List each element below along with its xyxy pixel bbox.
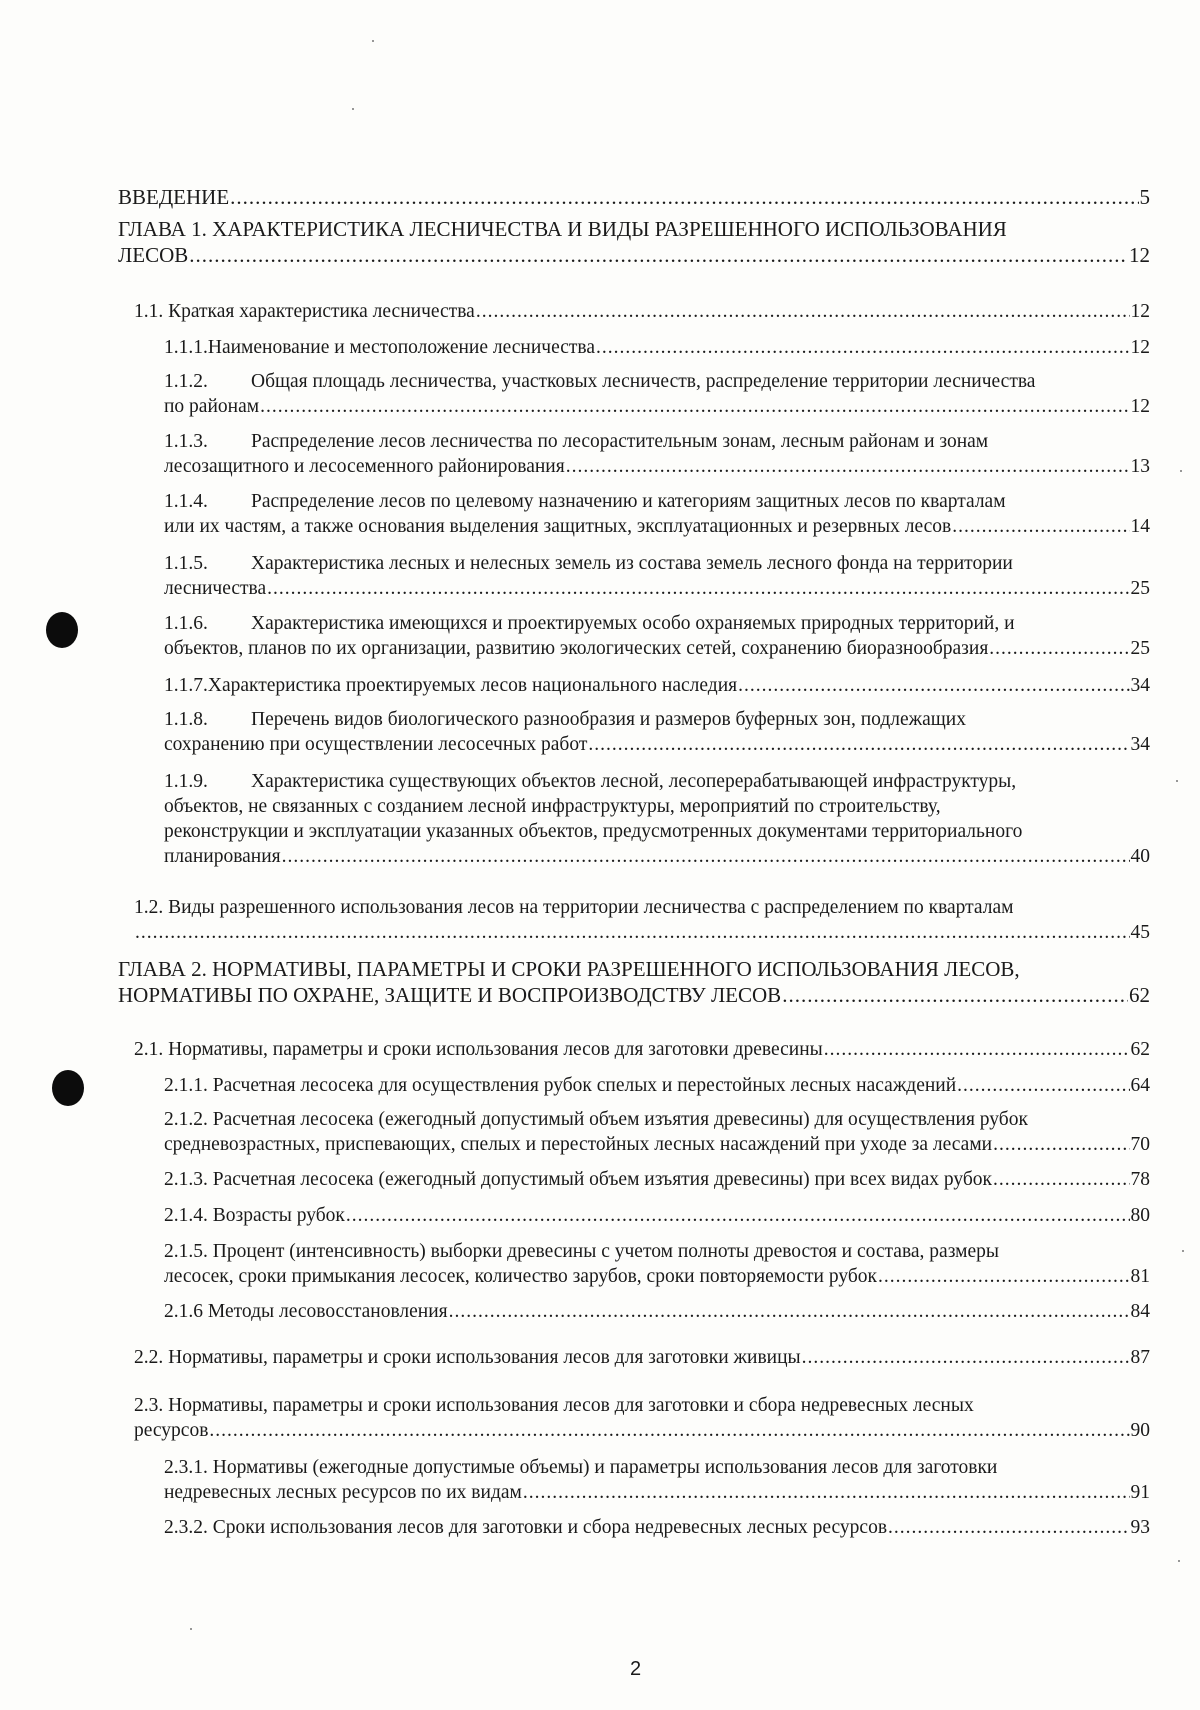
toc-entry-title: ВВЕДЕНИЕ: [118, 185, 230, 209]
toc-entry-line: [164, 1133, 1150, 1157]
toc-page-number: 34: [1130, 675, 1150, 696]
toc-page-number: 80: [1130, 1205, 1150, 1226]
toc-entry-line: [118, 184, 1150, 210]
toc-page-number: 90: [1130, 1420, 1150, 1441]
toc-entry-title: 1.1. Краткая характеристика лесничества: [134, 301, 475, 322]
toc-dot-leader: [888, 1516, 1129, 1540]
toc-dot-leader: [957, 1074, 1129, 1098]
toc-entry-title: Общая площадь лесничества, участковых лесничеств, распределение территории лесничества: [251, 371, 1036, 392]
toc-entry-line: [118, 982, 1150, 1008]
toc-entry-line: [164, 430, 1150, 454]
toc-entry-line: [164, 1265, 1150, 1289]
toc-entry-number: 1.1.2.: [164, 371, 208, 392]
toc-entry-title: НОРМАТИВЫ ПО ОХРАНЕ, ЗАЩИТЕ И ВОСПРОИЗВОДСТВУ ЛЕСОВ: [118, 983, 782, 1007]
toc-page-number: 70: [1130, 1134, 1150, 1155]
toc-entry-number: 1.1.7.: [164, 675, 208, 696]
toc-entry-title: 2.1.4. Возрасты рубок: [164, 1205, 345, 1226]
toc-entry-line: [164, 577, 1150, 601]
toc-entry-line: [164, 845, 1150, 869]
toc-entry-line: [164, 1168, 1150, 1192]
toc-entry-line: [164, 1204, 1150, 1228]
toc-entry-title: Характеристика проектируемых лесов национального наследия: [207, 675, 738, 696]
toc-entry-number: 1.1.4.: [164, 491, 208, 512]
toc-entry-line: [134, 1419, 1150, 1443]
toc-entry-line: [164, 370, 1150, 394]
toc-entry-title: 2.1.3. Расчетная лесосека (ежегодный допустимый объем изъятия древесины) при всех видах рубок: [164, 1169, 992, 1190]
toc-page-number: 13: [1130, 456, 1150, 477]
toc-page-number: 5: [1139, 185, 1150, 209]
toc-page-number: 12: [1129, 243, 1150, 267]
page-number: 2: [630, 1658, 642, 1680]
toc-entry-title: 2.1.1. Расчетная лесосека для осуществления рубок спелых и перестойных лесных насаждений: [164, 1075, 957, 1096]
toc-entry-line: [164, 552, 1150, 576]
toc-entry-line: [164, 820, 1150, 844]
toc-dot-leader: [260, 395, 1129, 419]
toc-entry-title: 2.3. Нормативы, параметры и сроки использования лесов для заготовки и сбора недревесных лесных: [134, 1395, 974, 1416]
toc-entry-title: или их частям, а также основания выделения защитных, эксплуатационных и резервных лесов: [164, 516, 952, 537]
toc-page-number: 78: [1130, 1169, 1150, 1190]
toc-dot-leader: [782, 982, 1128, 1008]
toc-entry-title: средневозрастных, приспевающих, спелых и перестойных лесных насаждений при уходе за лесами: [164, 1134, 993, 1155]
toc-entry-number: 1.1.9.: [164, 771, 208, 792]
toc-entry-line: [164, 1108, 1150, 1132]
toc-dot-leader: [189, 242, 1128, 268]
toc-entry-title: ресурсов: [134, 1420, 209, 1441]
toc-dot-leader: [824, 1038, 1130, 1062]
toc-entry-title: Характеристика лесных и нелесных земель из состава земель лесного фонда на территории: [251, 553, 1013, 574]
toc-dot-leader: [209, 1419, 1129, 1443]
toc-dot-leader: [267, 577, 1129, 601]
toc-page-number: 14: [1130, 516, 1150, 537]
toc-entry-line: [164, 795, 1150, 819]
toc-page-number: 25: [1130, 578, 1150, 599]
toc-dot-leader: [282, 845, 1130, 869]
toc-page-number: 45: [1130, 922, 1150, 943]
toc-entry-line: [134, 1038, 1150, 1062]
toc-entry-line: [164, 490, 1150, 514]
toc-page-number: 87: [1130, 1347, 1150, 1368]
toc-page-number: 25: [1130, 638, 1150, 659]
toc-entry-title: сохранению при осуществлении лесосечных работ: [164, 734, 588, 755]
toc-entry-line: [134, 1346, 1150, 1370]
toc-entry-line: [164, 395, 1150, 419]
toc-entry-line: [164, 733, 1150, 757]
toc-entry-title: лесосек, сроки примыкания лесосек, количество зарубов, сроки повторяемости рубок: [164, 1266, 877, 1287]
toc-entry-line: [164, 1456, 1150, 1480]
toc-entry-title: 2.1. Нормативы, параметры и сроки использования лесов для заготовки древесины: [134, 1039, 823, 1060]
toc-entry-title: 2.3.1. Нормативы (ежегодные допустимые объемы) и параметры использования лесов для заготовки: [164, 1457, 998, 1478]
toc-entry-title: Характеристика существующих объектов лесной, лесоперерабатывающей инфраструктуры,: [251, 771, 1017, 792]
toc-page-number: 81: [1130, 1266, 1150, 1287]
toc-entry-line: [164, 336, 1150, 360]
toc-entry-number: 1.1.8.: [164, 709, 208, 730]
toc-page-number: 62: [1130, 1039, 1150, 1060]
toc-entry-title: недревесных лесных ресурсов по их видам: [164, 1482, 522, 1503]
toc-page-number: 64: [1130, 1075, 1150, 1096]
toc-dot-leader: [993, 1168, 1130, 1192]
toc-entry-title: Наименование и местоположение лесничества: [207, 337, 596, 358]
toc-dot-leader: [952, 515, 1129, 539]
toc-dot-leader: [993, 1133, 1129, 1157]
toc-dot-leader: [476, 300, 1130, 324]
toc-entry-title: по районам: [164, 396, 260, 417]
toc-entry-title: Распределение лесов по целевому назначению и категориям защитных лесов по кварталам: [251, 491, 1006, 512]
toc-entry-line: [118, 216, 1150, 242]
toc-dot-leader: [135, 921, 1130, 945]
toc-entry-title: 2.3.2. Сроки использования лесов для заготовки и сбора недревесных лесных ресурсов: [164, 1517, 888, 1538]
toc-dot-leader: [346, 1204, 1130, 1228]
toc-page-number: 84: [1130, 1301, 1150, 1322]
toc-entry-title: реконструкции и эксплуатации указанных объектов, предусмотренных документами территориального: [164, 821, 1023, 842]
toc-dot-leader: [449, 1300, 1130, 1324]
toc-page-number: 40: [1130, 846, 1150, 867]
toc-entry-line: [164, 1516, 1150, 1540]
toc-dot-leader: [566, 455, 1130, 479]
toc-page-number: 12: [1130, 337, 1150, 358]
toc-dot-leader: [596, 336, 1129, 360]
toc-entry-title: ЛЕСОВ: [118, 243, 189, 267]
toc-dot-leader: [878, 1265, 1130, 1289]
toc-entry-title: 2.2. Нормативы, параметры и сроки использования лесов для заготовки живицы: [134, 1347, 801, 1368]
toc-entry-line: [164, 612, 1150, 636]
toc-entry-title: 2.1.6 Методы лесовосстановления: [164, 1301, 448, 1322]
toc-entry-line: [164, 708, 1150, 732]
toc-entry-line: [134, 300, 1150, 324]
toc-dot-leader: [230, 184, 1138, 210]
toc-dot-leader: [523, 1481, 1130, 1505]
toc-entry-title: объектов, планов по их организации, развитию экологических сетей, сохранению биоразнообразия: [164, 638, 989, 659]
toc-entry-line: [164, 770, 1150, 794]
toc-entry-line: [118, 956, 1150, 982]
toc-dot-leader: [989, 637, 1129, 661]
toc-dot-leader: [588, 733, 1129, 757]
toc-page-number: 12: [1130, 396, 1150, 417]
toc-entry-line: [164, 1240, 1150, 1264]
toc-entry-number: 1.1.1.: [164, 337, 208, 358]
toc-page-number: 62: [1129, 983, 1150, 1007]
toc-entry-title: лесничества: [164, 578, 267, 599]
toc-entry-number: 1.1.5.: [164, 553, 208, 574]
toc-entry-title: ГЛАВА 2. НОРМАТИВЫ, ПАРАМЕТРЫ И СРОКИ РАЗРЕШЕННОГО ИСПОЛЬЗОВАНИЯ ЛЕСОВ,: [118, 957, 1020, 981]
toc-entry-line: [164, 674, 1150, 698]
toc-dot-leader: [738, 674, 1129, 698]
toc-entry-line: [164, 1481, 1150, 1505]
toc-entry-line: [134, 921, 1150, 945]
toc-entry-number: 1.1.6.: [164, 613, 208, 634]
toc-page-number: 12: [1130, 301, 1150, 322]
toc-entry-title: объектов, не связанных с созданием лесной инфраструктуры, мероприятий по строительству,: [164, 796, 941, 817]
toc-entry-title: 2.1.5. Процент (интенсивность) выборки древесины с учетом полноты древостоя и состава, размеры: [164, 1241, 999, 1262]
toc-page-number: 91: [1130, 1482, 1150, 1503]
toc-entry-line: [164, 1074, 1150, 1098]
toc-dot-leader: [802, 1346, 1130, 1370]
toc-page-number: 34: [1130, 734, 1150, 755]
toc-entry-line: [164, 515, 1150, 539]
toc-entry-title: 2.1.2. Расчетная лесосека (ежегодный допустимый объем изъятия древесины) для осуществления рубок: [164, 1109, 1028, 1130]
toc-entry-line: [164, 1300, 1150, 1324]
toc-entry-title: планирования: [164, 846, 281, 867]
toc-entry-line: [134, 1394, 1150, 1418]
toc-page-number: 93: [1130, 1517, 1150, 1538]
toc-entry-line: [118, 242, 1150, 268]
toc-entry-title: Характеристика имеющихся и проектируемых особо охраняемых природных территорий, и: [251, 613, 1015, 634]
toc-entry-title: 1.2. Виды разрешенного использования лесов на территории лесничества с распределением по кварталам: [134, 897, 1014, 918]
toc-entry-line: [164, 637, 1150, 661]
toc-entry-title: лесозащитного и лесосеменного районирования: [164, 456, 565, 477]
toc-entry-line: [164, 455, 1150, 479]
toc-entry-line: [134, 896, 1150, 920]
toc-entry-number: 1.1.3.: [164, 431, 208, 452]
toc-entry-title: Перечень видов биологического разнообразия и размеров буферных зон, подлежащих: [251, 709, 966, 730]
toc-entry-title: ГЛАВА 1. ХАРАКТЕРИСТИКА ЛЕСНИЧЕСТВА И ВИДЫ РАЗРЕШЕННОГО ИСПОЛЬЗОВАНИЯ: [118, 217, 1007, 241]
toc-entry-title: Распределение лесов лесничества по лесорастительным зонам, лесным районам и зонам: [251, 431, 989, 452]
